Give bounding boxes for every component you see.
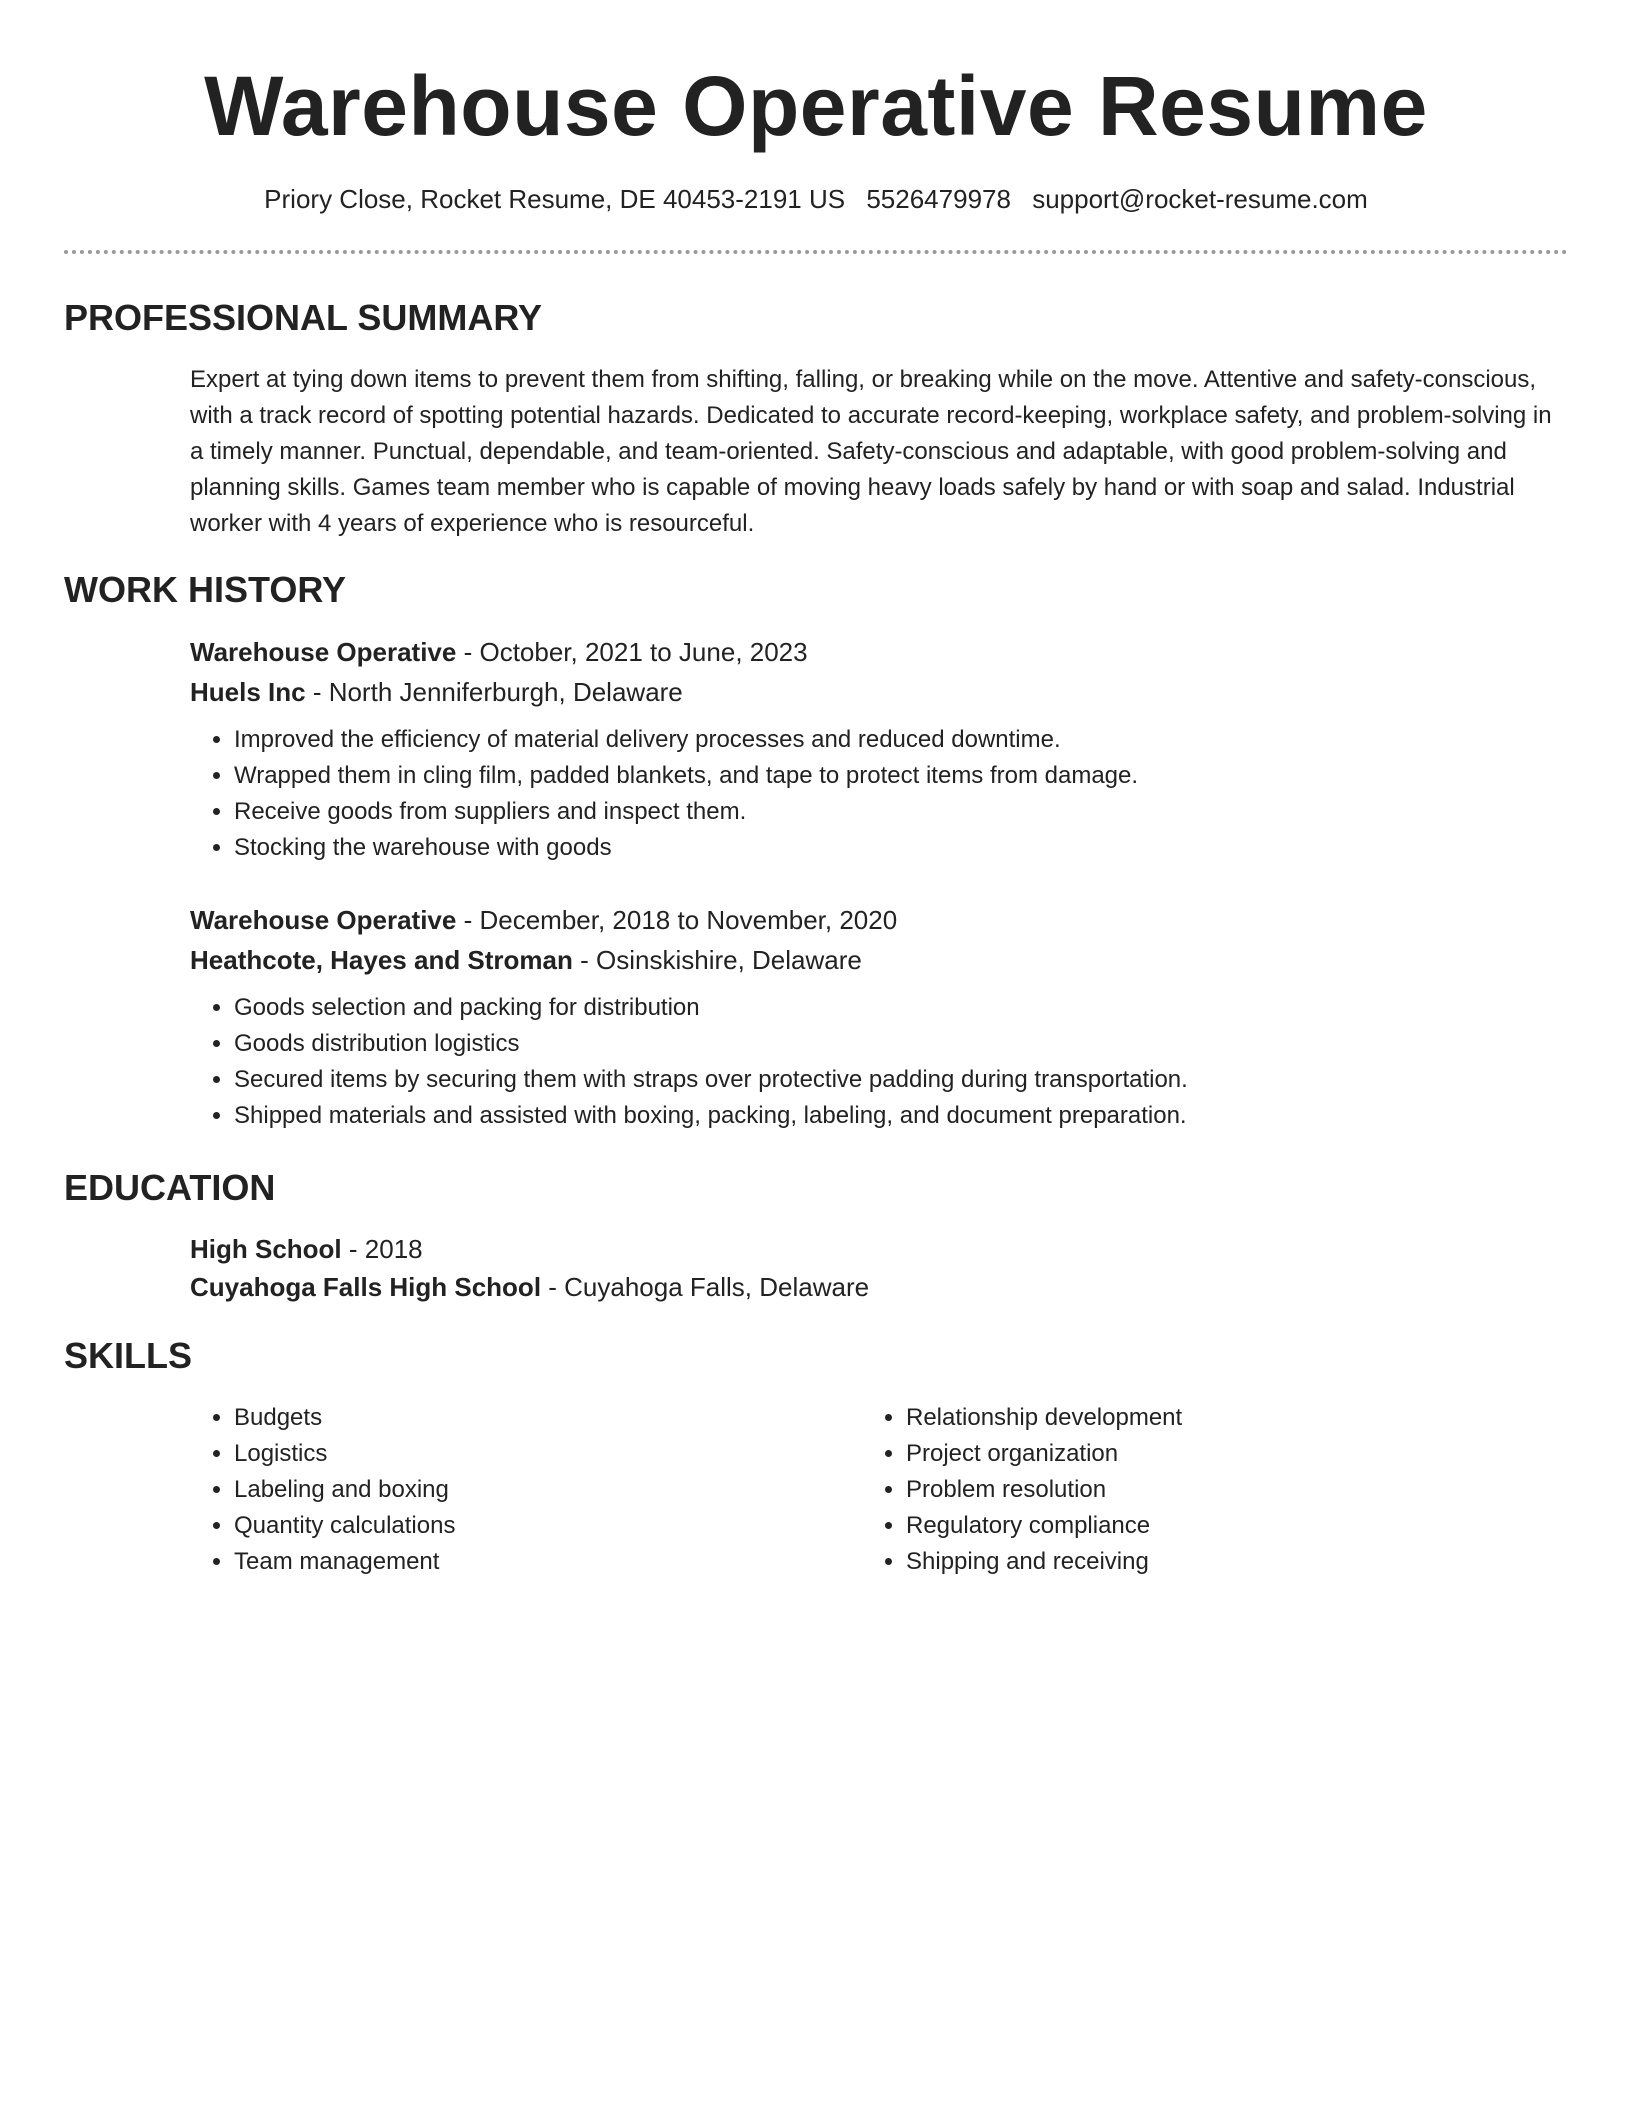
- list-item: • Goods distribution logistics: [234, 1026, 1568, 1062]
- education-heading: EDUCATION: [64, 1167, 276, 1208]
- education-school: Cuyahoga Falls High School: [190, 1272, 542, 1302]
- job-company: Huels Inc: [190, 677, 306, 707]
- job-company-line: [190, 672, 1568, 712]
- header-divider: [64, 250, 1568, 254]
- job-entry: [190, 900, 1568, 1134]
- job-title: Warehouse Operative: [190, 905, 457, 935]
- education-year: - 2018: [341, 1234, 423, 1264]
- list-item: • Quantity calculations: [234, 1508, 790, 1544]
- list-item: • Shipping and receiving: [906, 1544, 1462, 1580]
- skills-heading: SKILLS: [64, 1335, 193, 1376]
- list-item: • Receive goods from suppliers and inspect them.: [234, 794, 1568, 830]
- job-title-line: [190, 900, 1568, 940]
- job-title: Warehouse Operative: [190, 637, 457, 667]
- summary-text: Expert at tying down items to prevent them from shifting, falling, or breaking while on the move. Attentive and safety-conscious, with a track record of spotting potential hazards. Dedicated to accurate record-keeping, workplace safety, and problem-solving in a timely manner. Punctual, dependable, and team-oriented. Safety-conscious and adaptable, with good problem-solving and planning skills. Games team member who is capable of moving heavy loads safely by hand or with soap and salad. Industrial worker with 4 years of experience who is resourceful.: [190, 366, 1552, 537]
- job-dates: - October, 2021 to June, 2023: [456, 637, 808, 667]
- job-title-line: [190, 632, 1568, 672]
- skills-list: [190, 1400, 790, 1580]
- education-degree: High School: [190, 1234, 342, 1264]
- list-item: • Problem resolution: [906, 1472, 1462, 1508]
- job-dates: - December, 2018 to November, 2020: [456, 905, 898, 935]
- list-item: • Stocking the warehouse with goods: [234, 830, 1568, 866]
- contact-line: [64, 182, 1568, 216]
- education-degree-line: [190, 1230, 1568, 1268]
- work-history-heading: WORK HISTORY: [64, 569, 347, 610]
- list-item: • Budgets: [234, 1400, 790, 1436]
- job-location: - North Jenniferburgh, Delaware: [305, 677, 683, 707]
- list-item: • Wrapped them in cling film, padded blankets, and tape to protect items from damage.: [234, 758, 1568, 794]
- skills-column-left: [190, 1400, 790, 1580]
- education-entry: [190, 1230, 1568, 1306]
- list-item: • Relationship development: [906, 1400, 1462, 1436]
- education-location: - Cuyahoga Falls, Delaware: [541, 1272, 870, 1302]
- list-item: • Shipped materials and assisted with boxing, packing, labeling, and document preparation.: [234, 1098, 1568, 1134]
- list-item: • Project organization: [906, 1436, 1462, 1472]
- list-item: • Labeling and boxing: [234, 1472, 790, 1508]
- summary-heading: PROFESSIONAL SUMMARY: [64, 297, 543, 338]
- list-item: • Improved the efficiency of material delivery processes and reduced downtime.: [234, 722, 1568, 758]
- job-location: - Osinskishire, Delaware: [572, 945, 862, 975]
- list-item: • Team management: [234, 1544, 790, 1580]
- skills-list: [862, 1400, 1462, 1580]
- resume-title: Warehouse Operative Resume: [204, 59, 1428, 153]
- resume-page: [64, 0, 1568, 1575]
- job-duties-list: [190, 722, 1568, 866]
- education-school-line: [190, 1268, 1568, 1306]
- list-item: • Secured items by securing them with straps over protective padding during transportation.: [234, 1062, 1568, 1098]
- list-item: • Goods selection and packing for distribution: [234, 990, 1568, 1026]
- contact-email: support@rocket-resume.com: [1032, 184, 1368, 214]
- contact-phone: 5526479978: [866, 184, 1011, 214]
- skills-column-right: [862, 1400, 1462, 1580]
- list-item: • Regulatory compliance: [906, 1508, 1462, 1544]
- summary-section: [190, 362, 1568, 542]
- contact-address: Priory Close, Rocket Resume, DE 40453-2191 US: [264, 184, 846, 214]
- job-entry: [190, 632, 1568, 866]
- job-company-line: [190, 940, 1568, 980]
- job-company: Heathcote, Hayes and Stroman: [190, 945, 573, 975]
- job-duties-list: [190, 990, 1568, 1134]
- list-item: • Logistics: [234, 1436, 790, 1472]
